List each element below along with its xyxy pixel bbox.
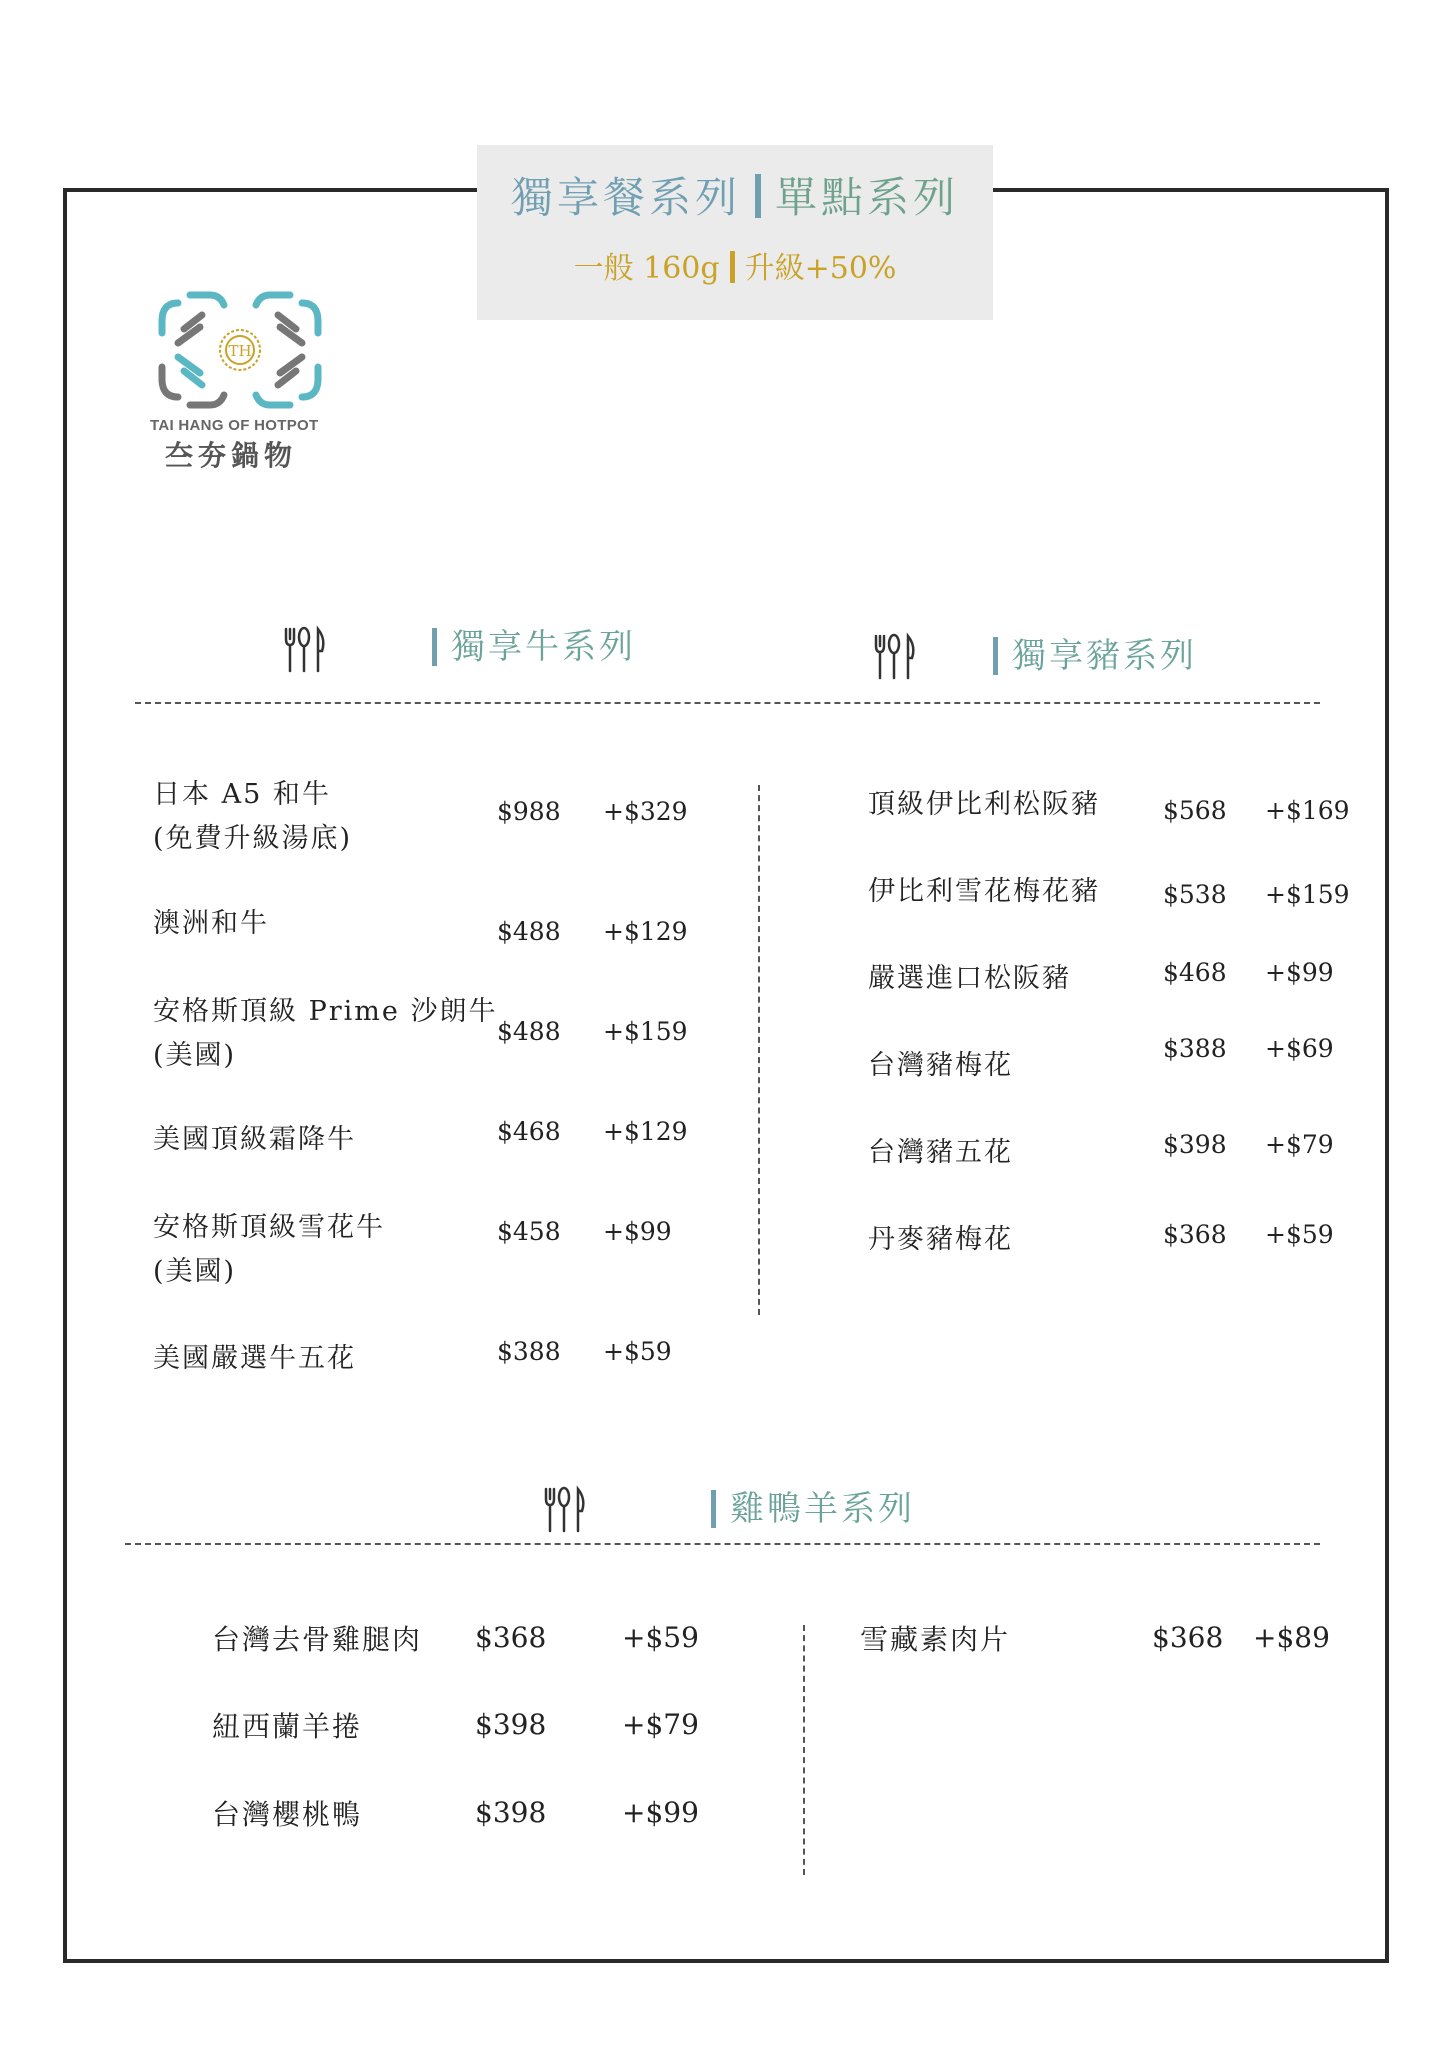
item-name: 台灣豬五花 [868,1137,1013,1168]
item-name: 美國頂級霜降牛 [153,1124,356,1155]
item-price: $368 [475,1621,547,1654]
item-note: (美國) [153,1040,237,1071]
item-price: $398 [1163,1130,1227,1159]
fork-spoon-knife-icon [540,1485,588,1533]
header-sub-left: 一般 160g [573,251,720,286]
item-price: $538 [1163,880,1227,909]
item-upgrade-price: +$129 [603,917,688,946]
item-name: 頂級伊比利松阪豬 [868,789,1100,820]
item-upgrade-price: +$89 [1253,1621,1330,1654]
item-price: $398 [475,1708,547,1741]
item-name: 台灣櫻桃鴨 [212,1798,363,1831]
item-name: 嚴選進口松阪豬 [868,963,1071,994]
item-upgrade-price: +$169 [1265,796,1350,825]
divider-vertical-bottom [803,1625,805,1875]
item-upgrade-price: +$159 [1265,880,1350,909]
item-name: 台灣去骨雞腿肉 [212,1623,423,1656]
item-upgrade-price: +$79 [622,1708,699,1741]
header-subtitle [477,243,993,287]
item-price: $388 [497,1337,561,1366]
list-item [153,773,352,861]
logo-english-name: TAI HANG OF HOTPOT [150,417,319,434]
header-sub-right: 升級+50% [744,251,897,286]
header-divider [755,174,761,218]
item-upgrade-price: +$329 [603,797,688,826]
item-upgrade-price: +$59 [1265,1220,1334,1249]
list-item [153,1337,356,1381]
item-name: 安格斯頂級雪花牛 [153,1212,385,1243]
item-name: 丹麥豬梅花 [868,1224,1013,1255]
item-name: 日本 A5 和牛 [153,779,331,810]
item-note: (免費升級湯底) [153,823,353,854]
item-name: 美國嚴選牛五花 [153,1343,356,1374]
item-name: 紐西蘭羊捲 [212,1710,363,1743]
item-name: 伊比利雪花梅花豬 [868,876,1100,907]
section-title-poultry: 雞鴨羊系列 [711,1490,915,1528]
item-price: $488 [497,917,561,946]
header-sub-divider [730,251,735,283]
section-title-beef: 獨享牛系列 [432,628,636,666]
item-name: 澳洲和牛 [153,908,269,939]
brand-logo [150,285,330,415]
section-title-pork: 獨享豬系列 [993,637,1197,675]
item-upgrade-price: +$159 [603,1017,688,1046]
item-price: $468 [1163,958,1227,987]
divider-bottom [125,1543,1320,1545]
item-upgrade-price: +$69 [1265,1034,1334,1063]
item-price: $368 [1163,1220,1227,1249]
header-title-left: 獨享餐系列 [510,173,741,222]
item-name: 雪藏素肉片 [860,1623,1011,1656]
item-price: $468 [497,1117,561,1146]
item-price: $488 [497,1017,561,1046]
item-name: 安格斯頂級 Prime 沙朗牛 [153,996,498,1027]
list-item [153,990,497,1078]
list-item [153,1206,385,1294]
item-upgrade-price: +$129 [603,1117,688,1146]
fork-spoon-knife-icon [280,625,328,673]
item-price: $388 [1163,1034,1227,1063]
header-title-right: 單點系列 [775,173,960,222]
item-price: $458 [497,1217,561,1246]
item-name: 台灣豬梅花 [868,1050,1013,1081]
menu-header [477,145,993,320]
item-price: $398 [475,1796,547,1829]
item-upgrade-price: +$99 [1265,958,1334,987]
item-upgrade-price: +$59 [603,1337,672,1366]
list-item [153,1118,356,1162]
fork-spoon-knife-icon [870,632,918,680]
list-item [153,902,269,946]
item-price: $568 [1163,796,1227,825]
item-note: (美國) [153,1256,237,1287]
logo-chinese-name: 夳夯鍋物 [165,439,298,472]
item-price: $368 [1152,1621,1224,1654]
item-upgrade-price: +$79 [1265,1130,1334,1159]
logo-mark: TH [228,342,252,360]
divider-vertical-top [758,785,760,1315]
item-upgrade-price: +$59 [622,1621,699,1654]
header-title [477,165,993,225]
item-upgrade-price: +$99 [622,1796,699,1829]
item-price: $988 [497,797,561,826]
item-upgrade-price: +$99 [603,1217,672,1246]
divider-top [135,702,1320,704]
